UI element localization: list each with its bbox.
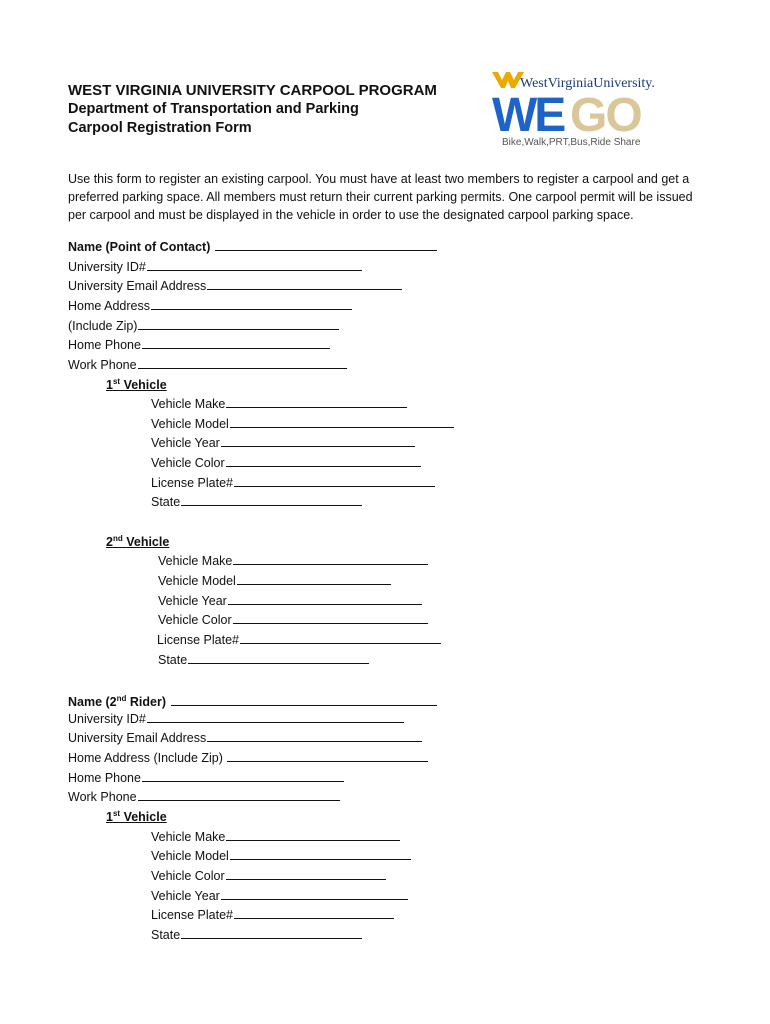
contact-home-phone-field[interactable] (68, 337, 330, 353)
contact-v1-year-field[interactable] (151, 435, 415, 451)
entry-line[interactable] (240, 643, 441, 644)
entry-line[interactable] (234, 918, 394, 919)
vehicle-word: Vehicle (123, 810, 167, 825)
contact-v1-color-field[interactable] (151, 455, 421, 471)
entry-line[interactable] (226, 879, 386, 880)
entry-line[interactable] (147, 270, 362, 271)
contact-v2-year-field[interactable] (158, 593, 422, 609)
field-label: Vehicle Year (151, 889, 220, 903)
field-label: University ID# (68, 260, 146, 274)
entry-line[interactable] (221, 899, 408, 900)
wvu-wordmark: WestVirginiaUniversity. (520, 76, 655, 91)
field-label: (Include Zip) (68, 319, 138, 333)
field-label: License Plate# (151, 908, 234, 922)
field-label: University Email Address (68, 279, 207, 293)
contact-v1-state-field[interactable] (151, 494, 362, 510)
rider2-home-phone-field[interactable] (68, 770, 344, 786)
field-label: State (151, 928, 181, 942)
field-label: Home Address (Include Zip) (68, 751, 223, 765)
ordinal-number: 1 (106, 810, 113, 825)
contact-email-field[interactable] (68, 278, 402, 294)
rider2-university-id-field[interactable] (68, 711, 404, 727)
field-label: Vehicle Color (151, 869, 225, 883)
department-title: Department of Transportation and Parking (68, 101, 359, 117)
field-label: Home Phone (68, 338, 141, 352)
entry-line[interactable] (227, 761, 428, 762)
ordinal-suffix: nd (116, 694, 127, 703)
ordinal-number: 1 (106, 378, 113, 393)
contact-name-line[interactable] (215, 250, 437, 251)
entry-line[interactable] (181, 938, 362, 939)
rider2-home-address-field[interactable] (68, 750, 428, 766)
entry-line[interactable] (142, 348, 330, 349)
contact-name-field[interactable] (68, 239, 437, 255)
ordinal-suffix: st (112, 377, 121, 386)
entry-line[interactable] (226, 466, 421, 467)
entry-line[interactable] (228, 604, 422, 605)
wego-we-letters: WE (492, 89, 564, 142)
field-label: Work Phone (68, 358, 137, 372)
entry-line[interactable] (138, 329, 339, 330)
field-label: License Plate# (151, 476, 234, 490)
field-label: Vehicle Make (151, 397, 226, 411)
entry-line[interactable] (207, 741, 422, 742)
rider2-v1-plate-field[interactable] (151, 907, 394, 923)
field-label: Home Phone (68, 771, 141, 785)
wego-tagline: Bike,Walk,PRT,Bus,Ride Share (502, 137, 641, 148)
entry-line[interactable] (181, 505, 362, 506)
entry-line[interactable] (226, 407, 407, 408)
entry-line[interactable] (221, 446, 415, 447)
contact-v2-plate-field[interactable] (157, 632, 441, 648)
entry-line[interactable] (234, 486, 435, 487)
ordinal-suffix: nd (112, 534, 123, 543)
ordinal-number: 2 (106, 535, 113, 550)
field-label: Vehicle Model (158, 574, 236, 588)
entry-line[interactable] (233, 564, 428, 565)
contact-v1-plate-field[interactable] (151, 475, 435, 491)
field-label: Work Phone (68, 790, 137, 804)
contact-v1-make-field[interactable] (151, 396, 407, 412)
entry-line[interactable] (230, 427, 454, 428)
field-label: Vehicle Make (158, 554, 233, 568)
instructions-paragraph: Use this form to register an existing carpool. You must have at least two members to register a carpool and get a preferred parking space. All members must return their current parking permits. One carpool permit will be issued per carpool and must be displayed in the vehicle in order to use the designated carpool parking space. (68, 172, 693, 222)
label-prefix: Name (2 (68, 695, 117, 710)
contact-v2-make-field[interactable] (158, 553, 428, 569)
entry-line[interactable] (151, 309, 352, 310)
wego-logo (490, 66, 660, 148)
contact-work-phone-field[interactable] (68, 357, 347, 373)
field-label: Vehicle Make (151, 830, 226, 844)
entry-line[interactable] (233, 623, 428, 624)
rider2-v1-year-field[interactable] (151, 888, 408, 904)
rider2-work-phone-field[interactable] (68, 789, 340, 805)
wego-go-letters: GO (570, 89, 641, 142)
rider2-name-label (68, 695, 166, 709)
entry-line[interactable] (237, 584, 391, 585)
field-label: Vehicle Model (151, 849, 229, 863)
program-title: WEST VIRGINIA UNIVERSITY CARPOOL PROGRAM (68, 82, 437, 99)
contact-university-id-field[interactable] (68, 259, 362, 275)
entry-line[interactable] (230, 859, 411, 860)
entry-line[interactable] (188, 663, 369, 664)
rider2-name-line[interactable] (171, 705, 437, 706)
field-label: Vehicle Color (158, 613, 232, 627)
field-label: State (158, 653, 188, 667)
form-title: Carpool Registration Form (68, 120, 252, 136)
contact-name-label: Name (Point of Contact) (68, 240, 211, 254)
entry-line[interactable] (138, 800, 340, 801)
entry-line[interactable] (142, 781, 344, 782)
contact-v2-model-field[interactable] (158, 573, 391, 589)
contact-v1-model-field[interactable] (151, 416, 454, 432)
rider2-vehicle1-heading (106, 809, 167, 824)
rider2-v1-model-field[interactable] (151, 848, 411, 864)
ordinal-suffix: st (112, 809, 121, 818)
contact-home-address-field[interactable] (68, 298, 352, 314)
entry-line[interactable] (138, 368, 347, 369)
rider2-name-field[interactable] (68, 691, 437, 710)
field-label: Vehicle Year (151, 436, 220, 450)
field-label: Vehicle Color (151, 456, 225, 470)
vehicle-word: Vehicle (123, 378, 167, 393)
field-label: University Email Address (68, 731, 207, 745)
contact-v2-color-field[interactable] (158, 612, 428, 628)
vehicle-word: Vehicle (126, 535, 170, 550)
form-header (68, 81, 437, 138)
contact-v2-state-field[interactable] (158, 652, 369, 668)
field-label: Home Address (68, 299, 150, 313)
contact-vehicle2-heading (106, 534, 169, 549)
field-label: University ID# (68, 712, 146, 726)
rider2-v1-make-field[interactable] (151, 829, 400, 845)
label-suffix: Rider) (126, 695, 167, 710)
entry-line[interactable] (226, 840, 400, 841)
field-label: State (151, 495, 181, 509)
entry-line[interactable] (147, 722, 404, 723)
rider2-email-field[interactable] (68, 730, 422, 746)
field-label: Vehicle Model (151, 417, 229, 431)
rider2-v1-state-field[interactable] (151, 927, 362, 943)
contact-zip-field[interactable] (68, 318, 339, 334)
field-label: Vehicle Year (158, 594, 227, 608)
field-label: License Plate# (157, 633, 240, 647)
entry-line[interactable] (207, 289, 402, 290)
contact-vehicle1-heading (106, 377, 167, 392)
rider2-v1-color-field[interactable] (151, 868, 386, 884)
